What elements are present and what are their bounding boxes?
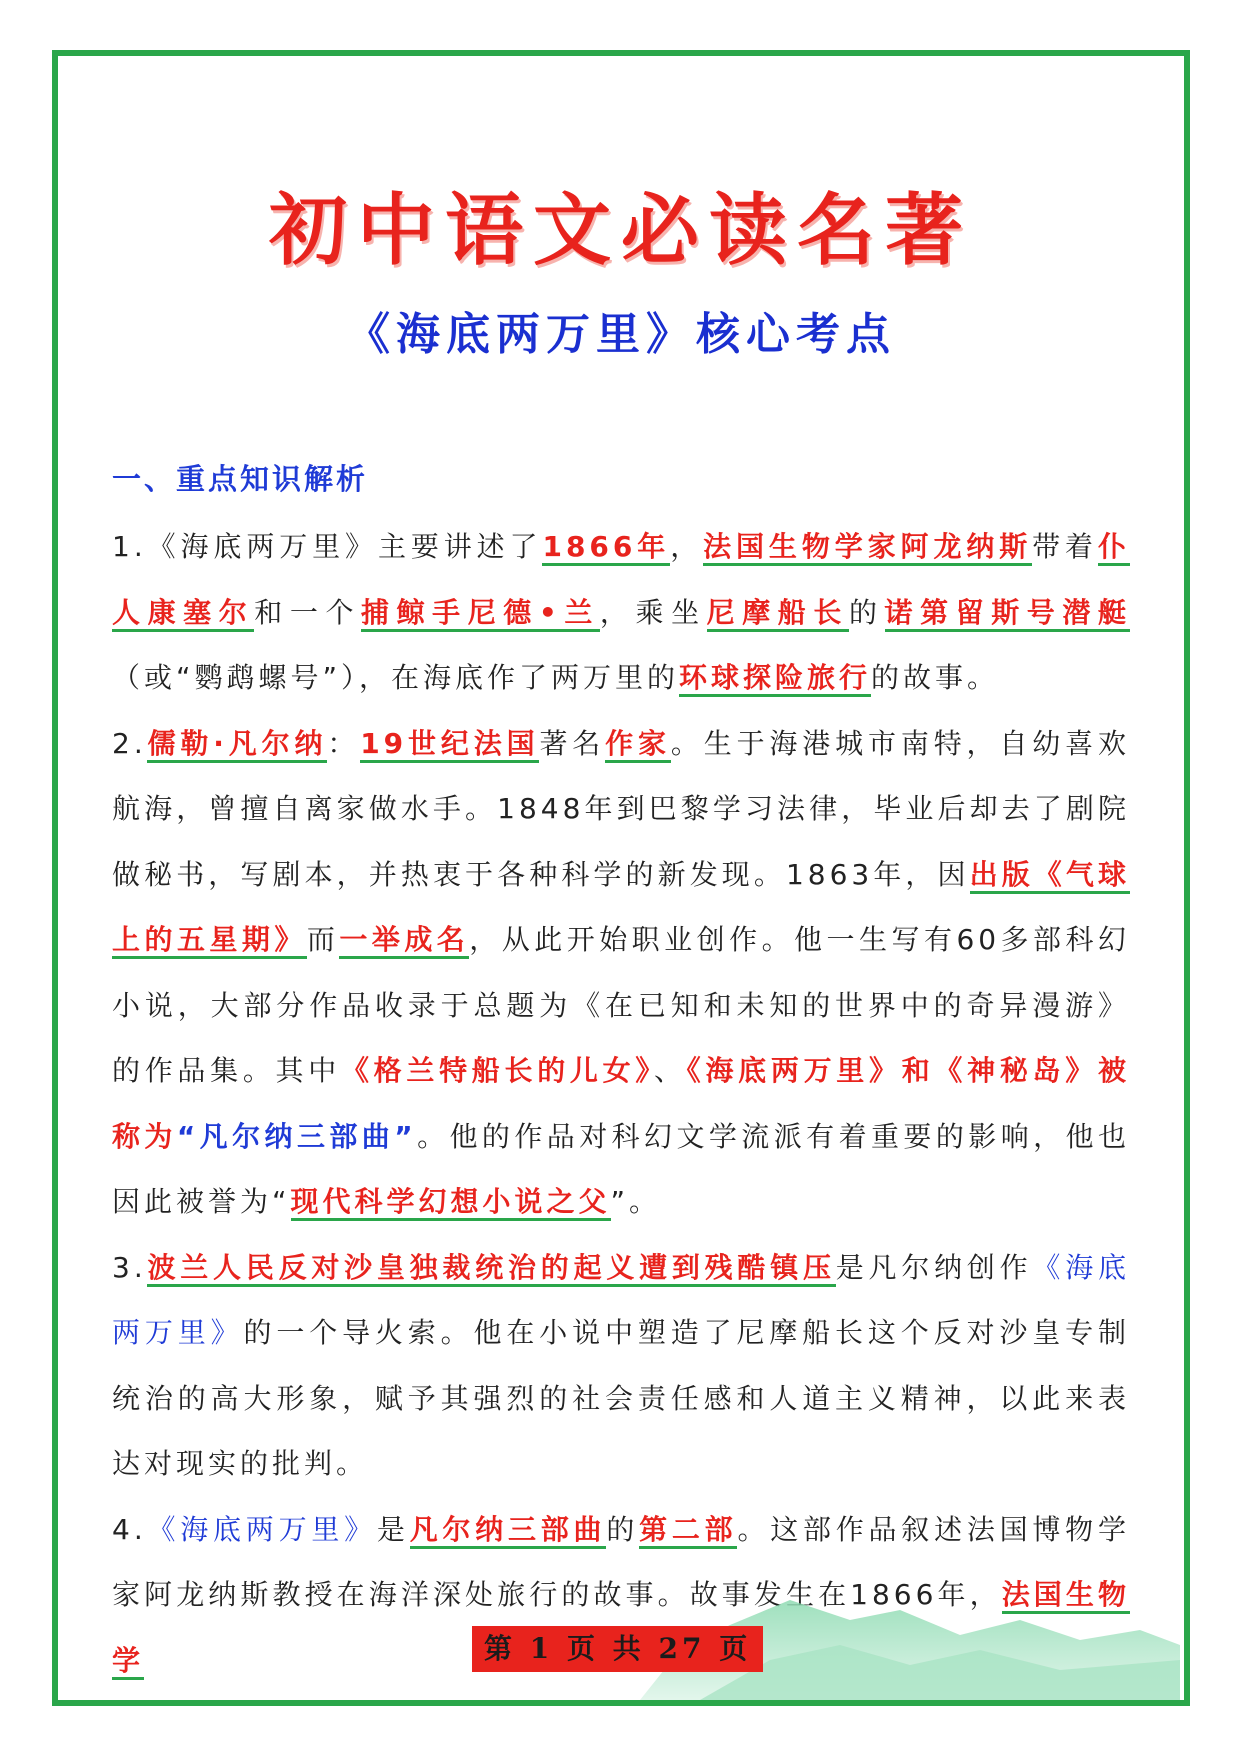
book-title: 《格兰特船长的儿女》: [340, 1054, 655, 1087]
text: 带着: [1032, 530, 1098, 563]
highlight: 法国生物学家阿龙纳斯: [703, 530, 1032, 566]
paragraph-2: [112, 711, 1130, 1235]
highlight: 法国生物学: [112, 1578, 1130, 1680]
highlight: 诺第留斯号潜艇: [885, 596, 1130, 632]
text: ”。: [610, 1185, 662, 1218]
text: 是凡尔纳创作: [835, 1250, 1033, 1284]
page-number-badge: 第 1 页 共 27 页: [472, 1626, 763, 1672]
text: 的一个导火索。他在小说中塑造了尼摩船长这个反对沙皇专制统治的高大形象，赋予其强烈的社会责任感和人道主义精神，以此来表达对现实的批判。: [112, 1316, 1130, 1480]
highlight: 尼摩船长: [707, 596, 849, 632]
text: 和一个: [254, 595, 362, 629]
book-title: 《海底两万里》: [112, 1250, 1130, 1349]
text: 著名: [539, 726, 606, 760]
text: （或“鹦鹉螺号”），在海底作了两万里的: [112, 661, 680, 694]
text: 。他的作品对科幻文学流派有着重要的影响，他也因此被誉为“: [112, 1119, 1130, 1218]
text: 被称为: [112, 1054, 1130, 1153]
highlight: 环球探险旅行: [679, 661, 871, 697]
highlight: 19世纪法国: [360, 727, 539, 763]
section-heading: 一、重点知识解析: [112, 462, 369, 496]
text: 是: [376, 1512, 410, 1546]
text: 、: [654, 1054, 687, 1087]
text: 1.《海底两万里》主要讲述了: [112, 530, 543, 563]
highlight: 第二部: [639, 1513, 737, 1549]
paragraph-1: [112, 514, 1130, 711]
highlight: 波兰人民反对沙皇独裁统治的起义遭到残酷镇压: [147, 1251, 836, 1287]
text: ，从此开始职业创作。他一生写有60多部科幻小说，大部分作品收录于总题为《在已知和未知的世界中的奇异漫游》的作品集。其中: [112, 923, 1130, 1087]
text: 。这部作品叙述法国博物学家阿龙纳斯教授在海洋深处旅行的故事。故事发生在1866年，: [112, 1512, 1130, 1611]
book-title: 《海底两万里》: [146, 1512, 377, 1546]
book-title: 《海底两万里》: [686, 1054, 902, 1087]
text: 。生于海港城市南特，自幼喜欢航海，曾擅自离家做水手。1848年到巴黎学习法律，毕业后却去了剧院做秘书，写剧本，并热衷于各种科学的新发现。1863年，因: [112, 726, 1130, 891]
text: ，: [670, 530, 704, 563]
text: 4.: [112, 1512, 147, 1546]
page-subtitle: 《海底两万里》核心考点: [346, 309, 896, 360]
highlight: 凡尔纳三部曲: [410, 1513, 607, 1549]
main-content: [112, 448, 1130, 1693]
text: 3.: [112, 1250, 147, 1284]
text: ：: [327, 726, 361, 760]
highlight: 出版《气球上的五星期》: [112, 858, 1130, 960]
text: ，乘坐: [599, 595, 707, 629]
text: 而: [306, 923, 340, 956]
text: 的: [848, 595, 885, 629]
paragraph-3: [112, 1235, 1130, 1497]
highlight: 1866年: [542, 530, 670, 566]
book-title: 《神秘岛》: [934, 1054, 1098, 1087]
text: 的: [606, 1512, 640, 1546]
trilogy-label: “凡尔纳三部曲”: [176, 1119, 417, 1153]
text: 和: [901, 1054, 935, 1087]
highlight: 一举成名: [339, 923, 469, 959]
page-title: 初中语文必读名著: [268, 185, 973, 276]
highlight: 捕鲸手尼德•兰: [361, 596, 600, 632]
text: 2.: [112, 726, 147, 760]
highlight: 现代科学幻想小说之父: [291, 1185, 611, 1221]
highlight: 仆人康塞尔: [112, 530, 1130, 632]
highlight: 儒勒·凡尔纳: [147, 727, 328, 763]
text: 的故事。: [871, 661, 1000, 694]
highlight: 作家: [605, 727, 671, 763]
